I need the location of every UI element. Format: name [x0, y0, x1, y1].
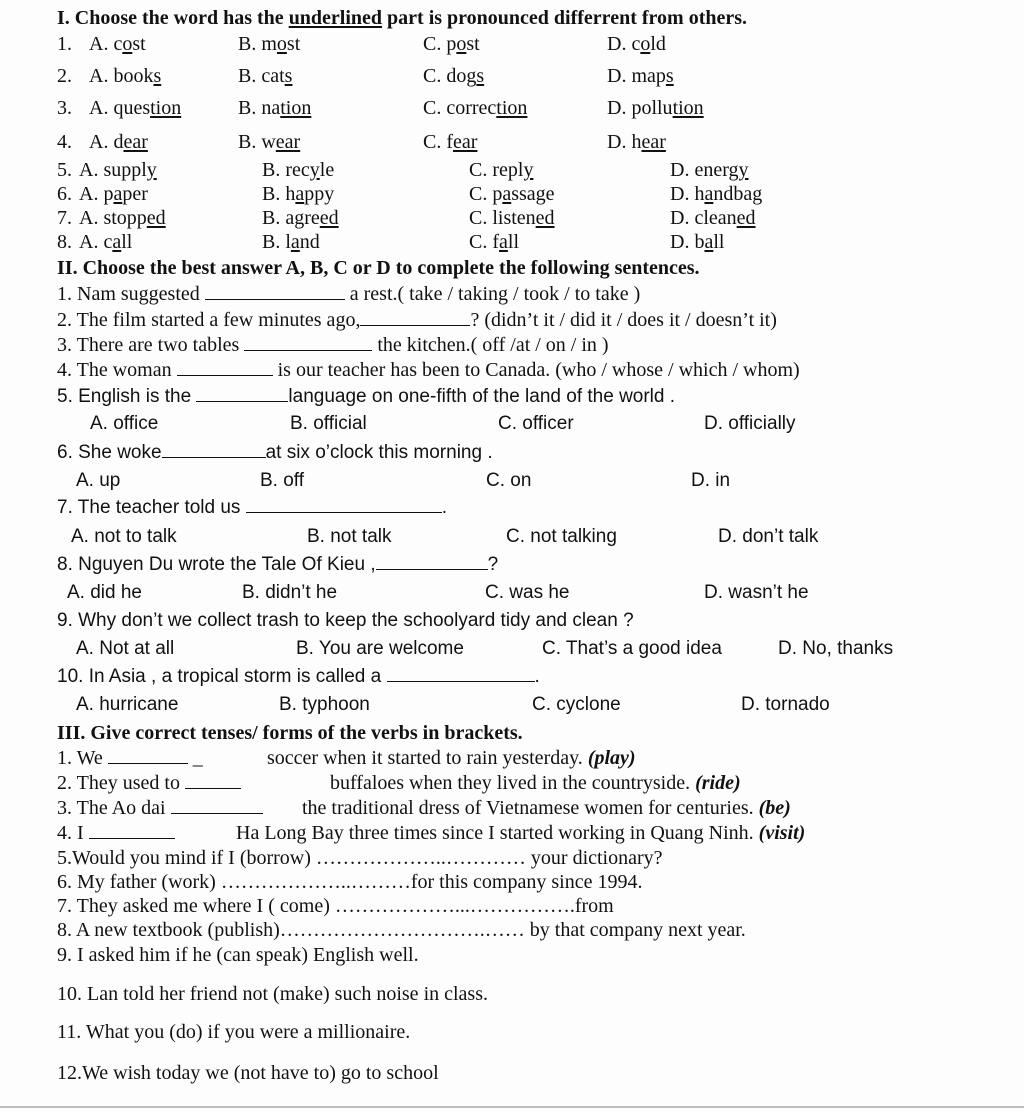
option-c[interactable]: C. not talking [506, 526, 617, 547]
option-c: C. post [423, 33, 480, 55]
answer-blank[interactable] [89, 824, 175, 839]
section-3-title: III. Give correct tenses/ forms of the verbs in brackets. [57, 722, 523, 744]
option-b: B. nation [238, 97, 312, 119]
answer-blank[interactable] [108, 749, 188, 764]
answer-blank[interactable] [162, 443, 266, 458]
s3-question-4: 4. I Ha Long Bay three times since I started working in Quang Ninh. (visit) [57, 822, 806, 844]
option-b: B. happy [262, 183, 335, 205]
option-c: C. dogs [423, 65, 485, 87]
option-a[interactable]: A. hurricane [76, 694, 179, 715]
option-a[interactable]: A. did he [67, 582, 142, 603]
s3-question-12: 12.We wish today we (not have to) go to school [57, 1062, 439, 1084]
s3-question-9: 9. I asked him if he (can speak) English well. [57, 944, 419, 966]
option-b[interactable]: B. off [260, 470, 305, 491]
option-c: C. fear [423, 131, 478, 153]
option-d[interactable]: D. officially [704, 413, 796, 434]
s3-question-6: 6. My father (work) ………………..………for this company since 1994. [57, 871, 643, 893]
answer-blank[interactable] [205, 285, 345, 300]
option-d[interactable]: D. in [691, 470, 731, 491]
option-d: D. maps [607, 65, 674, 87]
option-a: A. dear [89, 131, 148, 153]
s3-question-1: 1. We _ soccer when it started to rain yesterday. (play) [57, 747, 636, 769]
option-c[interactable]: C. That’s a good idea [542, 638, 722, 659]
s2-question-1: 1. Nam suggested a rest.( take / taking / took / to take ) [57, 283, 641, 305]
bottom-divider [0, 1106, 1024, 1108]
option-b[interactable]: B. official [290, 413, 367, 434]
option-d: D. pollution [607, 97, 704, 119]
s3-question-10: 10. Lan told her friend not (make) such noise in class. [57, 983, 488, 1005]
answer-blank[interactable] [171, 799, 263, 814]
option-a[interactable]: A. not to talk [71, 526, 177, 547]
option-c: C. reply [469, 159, 534, 181]
s2-question-3: 3. There are two tables the kitchen.( off /at / on / in ) [57, 334, 609, 356]
option-b: B. agreed [262, 207, 339, 229]
section-1-title: I. Choose the word has the underlined part is pronounced differrent from others. [57, 7, 748, 29]
option-a: A. paper [79, 183, 148, 205]
option-b[interactable]: B. not talk [307, 526, 392, 547]
option-c: C. passage [469, 183, 555, 205]
option-c[interactable]: C. on [486, 470, 532, 491]
s3-question-11: 11. What you (do) if you were a millionaire. [57, 1021, 411, 1043]
option-c: C. fall [469, 231, 520, 253]
answer-blank[interactable] [387, 667, 535, 682]
answer-blank[interactable] [244, 336, 372, 351]
option-d: D. ball [670, 231, 725, 253]
option-a: A. books [89, 65, 162, 87]
option-b: B. land [262, 231, 320, 253]
answer-blank[interactable] [246, 498, 442, 513]
answer-blank[interactable] [360, 311, 470, 326]
answer-blank[interactable] [185, 774, 241, 789]
s3-question-3: 3. The Ao dai the traditional dress of Vietnamese women for centuries. (be) [57, 797, 791, 819]
option-d[interactable]: D. tornado [741, 694, 830, 715]
s2-question-2: 2. The film started a few minutes ago, ? (didn’t it / did it / does it / doesn’t it) [57, 309, 777, 331]
option-d[interactable]: D. don’t talk [718, 526, 819, 547]
option-d: D. handbag [670, 183, 763, 205]
answer-blank[interactable] [196, 387, 288, 402]
option-b: B. cats [238, 65, 293, 87]
option-b[interactable]: B. You are welcome [296, 638, 464, 659]
option-b[interactable]: B. typhoon [279, 694, 370, 715]
option-c: C. correction [423, 97, 528, 119]
option-a[interactable]: A. up [76, 470, 121, 491]
option-b: B. most [238, 33, 301, 55]
answer-blank[interactable] [376, 555, 488, 570]
option-a: A. call [79, 231, 133, 253]
option-c[interactable]: C. cyclone [532, 694, 621, 715]
answer-blank[interactable] [177, 361, 273, 376]
option-a: A. cost [89, 33, 146, 55]
option-d: D. hear [607, 131, 666, 153]
s3-question-8: 8. A new textbook (publish)………………………….…… by that company next year. [57, 919, 746, 941]
s2-question-10: 10. In Asia , a tropical storm is called a . [57, 666, 540, 687]
s2-question-7: 7. The teacher told us . [57, 497, 447, 518]
option-c[interactable]: C. officer [498, 413, 574, 434]
option-d[interactable]: D. No, thanks [778, 638, 894, 659]
option-a[interactable]: A. Not at all [76, 638, 175, 659]
worksheet-page: I. Choose the word has the underlined part is pronounced differrent from others. 1. A. cost B. most C. post D. cold 2. A. books B. cats C. dogs D. maps 3. A. question B. nation C. correction D. pollution 4. A. dear B. wear C. fear D. hear 5. A. supply B. recyle C. reply D. energy 6. A. paper B. happy C. passage D. handbag 7. A. stopped B. agreed C. listened D. cleaned 8. A. call B. land C. fall D. ball II. Choose the best answer A, B, C or D to complete the following sentences. 1. Nam suggested a rest.( take / taking / took / to take ) 2. The film started a few minutes ago, ? (didn’t it / did it / does it / doesn’t it) 3. There are two tables the kitchen.( off /at / on / in ) 4. The woman is our teacher has been to Canada. (who / whose / which / whom) 5. English is the language on one-fifth of the land of the world . A. office B. official C. officer D. officially 6. She woke at six o’clock this morning . A. up B. off C. on D. in 7. The teacher told us . A. not to talk B. not talk C. not talking D. don’t talk 8. Nguyen Du wrote the Tale Of Kieu , ? A. did he B. didn’t he C. was he D. wasn’t he 9. Why don’t we collect trash to keep the schoolyard tidy and clean ? A. Not at all B. You are welcome C. That’s a good idea D. No, thanks 10. In Asia , a tropical storm is called a . A. hurricane B. typhoon C. cyclone D. tornado III. Give correct tenses/ forms of the verbs in brackets. 1. We _ soccer when it started to rain yesterday. (play) 2. They used to buffaloes when they lived in the countryside. (ride) 3. The Ao dai the traditional dress of Vietnamese women for centuries. (be) 4. I Ha Long Bay three times since I started working in Quang Ninh. (visit) 5.Would you mind if I (borrow) ………………..………… your dictionary? 6. My father (work) ………………..………for this company since 1994. 7. They asked me where I ( come) ………………...…………….from 8. A new textbook (publish)………………………….…… by that company next year. 9. I asked him if he (can speak) English well. 10. Lan told her friend not (make) such noise in class. 11. What you (do) if you were a millionaire. 12.We wish today we (not have to) go to school [0, 0, 1024, 1112]
s2-question-4: 4. The woman is our teacher has been to Canada. (who / whose / which / whom) [57, 359, 800, 381]
option-a: A. question [89, 97, 182, 119]
option-b: B. wear [238, 131, 301, 153]
option-c[interactable]: C. was he [485, 582, 570, 603]
s2-question-9: 9. Why don’t we collect trash to keep the schoolyard tidy and clean ? [57, 610, 634, 631]
option-a: A. supply [79, 159, 157, 181]
s3-question-5: 5.Would you mind if I (borrow) ………………..………… your dictionary? [57, 847, 663, 869]
option-d: D. cleaned [670, 207, 756, 229]
option-b[interactable]: B. didn’t he [242, 582, 338, 603]
option-b: B. recyle [262, 159, 335, 181]
s2-question-8: 8. Nguyen Du wrote the Tale Of Kieu , ? [57, 554, 499, 575]
s3-question-7: 7. They asked me where I ( come) ………………...…………….from [57, 895, 614, 917]
option-d[interactable]: D. wasn’t he [704, 582, 809, 603]
s2-question-6: 6. She woke at six o’clock this morning . [57, 442, 493, 463]
option-d: D. cold [607, 33, 666, 55]
s2-question-5: 5. English is the language on one-fifth of the land of the world . [57, 386, 676, 407]
option-d: D. energy [670, 159, 749, 181]
section-2-title: II. Choose the best answer A, B, C or D to complete the following sentences. [57, 257, 700, 279]
option-a[interactable]: A. office [90, 413, 159, 434]
option-a: A. stopped [79, 207, 166, 229]
option-c: C. listened [469, 207, 555, 229]
s3-question-2: 2. They used to buffaloes when they lived in the countryside. (ride) [57, 772, 741, 794]
